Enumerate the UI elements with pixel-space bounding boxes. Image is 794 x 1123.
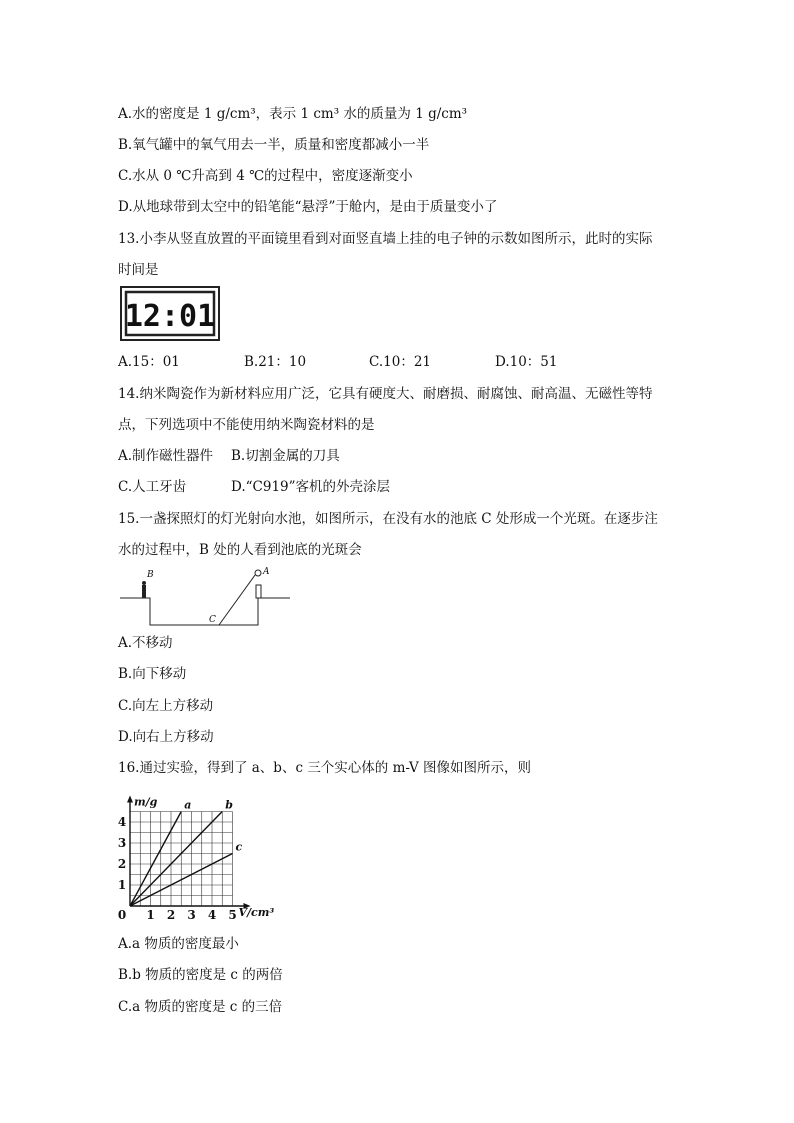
y-tick-label: 2 <box>117 857 127 871</box>
q16-stem: 16.通过实验，得到了 a、b、c 三个实心体的 m-V 图像如图所示，则 <box>118 760 532 776</box>
q15-option-d: D.向右上方移动 <box>118 729 214 745</box>
series-line-b <box>130 812 222 907</box>
q13-option-d: D.10：51 <box>495 354 558 370</box>
series-line-a <box>130 812 181 907</box>
q14-option-c: C.人工牙齿 <box>118 479 187 495</box>
label-a: A <box>263 567 270 577</box>
q16-option-a: A.a 物质的密度最小 <box>118 936 239 952</box>
q14-stem-line1: 14.纳米陶瓷作为新材料应用广泛，它具有硬度大、耐磨损、耐腐蚀、耐高温、无磁性等特 <box>118 386 653 402</box>
digital-clock-figure <box>120 286 220 341</box>
series-label-c: c <box>235 840 243 854</box>
pool-diagram <box>118 563 293 631</box>
pool-figure <box>118 563 293 631</box>
x-tick-label: 5 <box>228 908 237 920</box>
q13-option-b: B.21：10 <box>244 354 307 370</box>
x-tick-label: 2 <box>166 908 176 920</box>
y-tick-label: 4 <box>117 815 127 829</box>
series-label-b: b <box>225 798 233 812</box>
q12-option-b: B.氧气罐中的氧气用去一半，质量和密度都减小一半 <box>118 137 430 153</box>
clock-display: 12:01 <box>124 299 216 334</box>
x-tick-label: 3 <box>187 908 196 920</box>
q15-stem-line1: 15.一盏探照灯的灯光射向水池，如图所示，在没有水的池底 C 处形成一个光斑。在逐步注 <box>118 511 658 527</box>
x-tick-label: 0 <box>117 908 127 920</box>
x-axis-label: V/cm³ <box>238 906 275 919</box>
q14-option-b: B.切割金属的刀具 <box>231 448 340 464</box>
x-tick-label: 4 <box>207 908 217 920</box>
series-label-a: a <box>184 798 192 812</box>
q14-option-d: D.“C919”客机的外壳涂层 <box>231 479 391 495</box>
y-axis-label: m/g <box>134 795 158 809</box>
y-axis-arrow-icon <box>127 796 133 803</box>
q16-option-b: B.b 物质的密度是 c 的两倍 <box>118 967 283 983</box>
q12-option-d: D.从地球带到太空中的铅笔能“悬浮”于舱内，是由于质量变小了 <box>118 199 498 215</box>
mv-graph <box>112 786 282 920</box>
q12-option-a: A.水的密度是 1 g/cm³，表示 1 cm³ 水的质量为 1 g/cm³ <box>118 106 468 122</box>
person-b-icon <box>142 585 146 598</box>
q12-option-c: C.水从 0 ℃升高到 4 ℃的过程中，密度逐渐变小 <box>118 168 413 184</box>
y-tick-label: 1 <box>117 878 127 892</box>
q14-stem-line2: 点，下列选项中不能使用纳米陶瓷材料的是 <box>118 417 375 433</box>
q15-stem-line2: 水的过程中，B 处的人看到池底的光斑会 <box>118 542 362 558</box>
digital-clock <box>120 286 220 341</box>
searchlight-icon <box>255 570 261 576</box>
q15-option-a: A.不移动 <box>118 635 173 651</box>
q13-option-c: C.10：21 <box>369 354 431 370</box>
q15-option-b: B.向下移动 <box>118 666 187 682</box>
label-b: B <box>147 570 154 580</box>
q15-option-c: C.向左上方移动 <box>118 698 214 714</box>
q13-stem-line1: 13.小李从竖直放置的平面镜里看到对面竖直墙上挂的电子钟的示数如图所示，此时的实际 <box>118 231 653 247</box>
q13-option-a: A.15：01 <box>118 354 180 370</box>
label-c: C <box>209 615 216 625</box>
light-ray <box>219 575 255 625</box>
q13-stem-line2: 时间是 <box>118 262 159 278</box>
q14-option-a: A.制作磁性器件 <box>118 448 214 464</box>
mv-graph-svg <box>112 786 282 920</box>
x-tick-label: 1 <box>146 908 155 920</box>
y-tick-label: 3 <box>117 836 127 850</box>
q16-option-c: C.a 物质的密度是 c 的三倍 <box>118 999 283 1015</box>
searchlight-post <box>256 585 261 598</box>
